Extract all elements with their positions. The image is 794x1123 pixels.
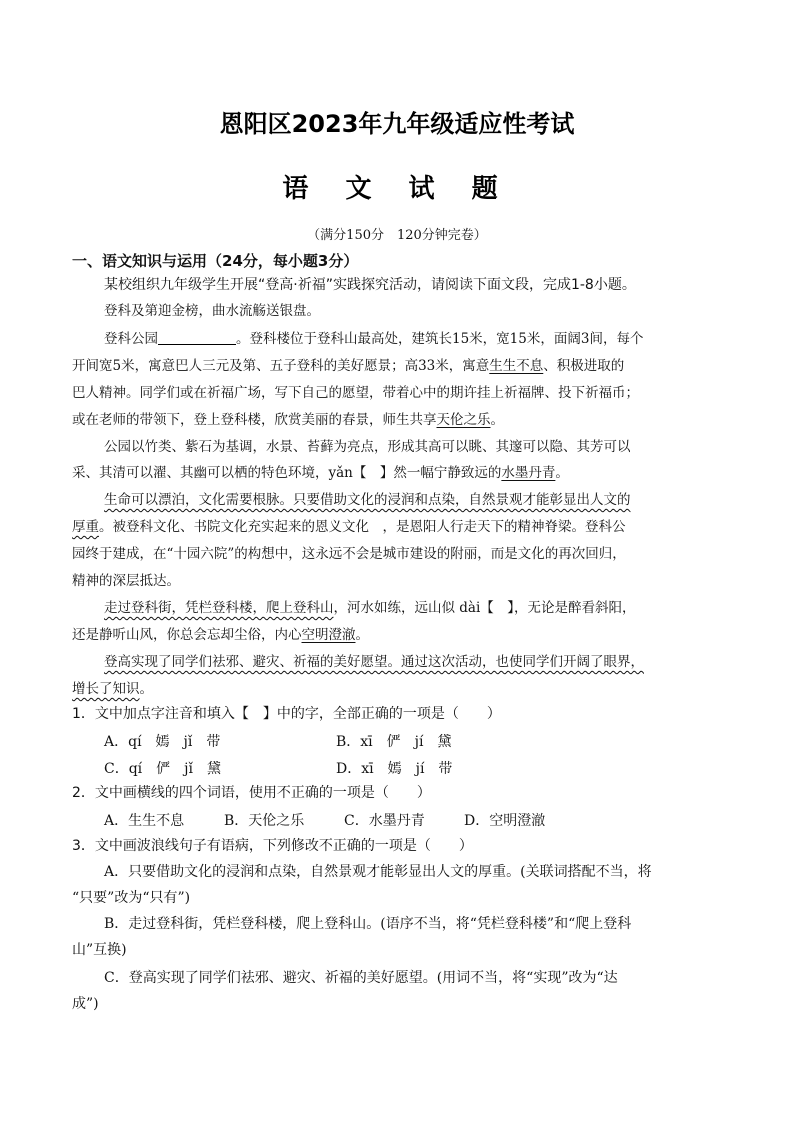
p3-line2: 厚重。被登科文化、书院文化充实起来的恩义文化 ，是恩阳人行走天下的精神脊梁。登科公 — [72, 519, 626, 535]
p4-line1: 走过登科街，凭栏登科楼，爬上登科山，河水如练，远山似 dài【 】，无论是醉看斜阳， — [104, 600, 636, 616]
p3-line3: 园终于建成，在“十园六院”的构想中，这永远不会是城市建设的附丽，而是文化的再次回归， — [72, 546, 626, 562]
p1-line3: 巴人精神。同学们或在祈福广场，写下自己的愿望，带着心中的期许挂上祈福牌、投下祈福币； — [72, 385, 639, 401]
p5-line2: 增长了知识。 — [72, 681, 153, 697]
sentence-wavy: 厚重 — [72, 519, 99, 535]
sentence-wavy: 增长了知识 — [72, 681, 140, 697]
q3-option-a-cont: “只要”改为“只有”) — [72, 890, 191, 906]
p3-line1 — [104, 490, 631, 510]
q2-option-d: D．空明澄澈 — [464, 813, 546, 829]
p2-line1: 公园以竹类、紫石为基调，水景、苔藓为亮点，形成其高可以眺、其邃可以隐、其芳可以 — [104, 439, 631, 455]
q1-option-c: C．qí 俨 jǐ 黛 — [104, 761, 221, 777]
word-underlined: 天伦之乐 — [436, 412, 491, 428]
exam-note: （满分150分 120分钟完卷） — [307, 228, 487, 243]
question-2-stem: 2．文中画横线的四个词语，使用不正确的一项是（ ） — [72, 785, 431, 801]
word-underlined: 生生不息 — [489, 358, 544, 374]
q1-option-a: A．qí 嫣 jǐ 带 — [104, 734, 221, 750]
fill-blank — [158, 330, 236, 345]
p5-line1 — [104, 652, 644, 672]
q3-option-c: C．登高实现了同学们祛邪、避灾、祈福的美好愿望。(用词不当，将“实现”改为“达 — [104, 970, 618, 986]
q3-option-b: B．走过登科街，凭栏登科楼，爬上登科山。(语序不当，将“凭栏登科楼”和“爬上登科 — [104, 916, 632, 932]
p4-line2: 还是静听山风，你总会忘却尘俗，内心空明澄澈。 — [72, 627, 369, 643]
p1-line1: 登科公园 。登科楼位于登科山最高处，建筑长15米，宽15米，面阔3间，每个 — [104, 331, 644, 347]
q2-option-c: C．水墨丹青 — [344, 813, 425, 829]
question-3-stem: 3．文中画波浪线句子有语病，下列修改不正确的一项是（ ） — [72, 838, 473, 854]
q2-option-a: A．生生不息 — [104, 813, 185, 829]
p3-line4: 精神的深层抵达。 — [72, 573, 180, 589]
q1-option-b: B．xī 俨 jí 黛 — [336, 734, 452, 750]
q3-option-b-cont: 山”互换) — [72, 942, 127, 958]
exam-title: 恩阳区2023年九年级适应性考试 — [219, 110, 575, 138]
intro-text: 某校组织九年级学生开展“登高·祈福”实践探究活动，请阅读下面文段，完成1-8小题。 — [104, 277, 636, 293]
p2-line2: 采、其清可以濯、其幽可以栖的特色环境，yǎn【 】然一幅宁静致远的水墨丹青。 — [72, 465, 569, 481]
passage-subtitle: 登科及第迎金榜，曲水流觞送银盘。 — [104, 303, 320, 319]
subject-title: 语 文 试 题 — [282, 174, 512, 204]
sentence-wavy: 生命可以漂泊，文化需要根脉。只要借助文化的浸润和点染，自然景观才能彰显出人文的 — [104, 492, 631, 508]
q3-option-c-cont: 成”) — [72, 996, 99, 1012]
p1-line2: 开间宽5米，寓意巴人三元及第、五子登科的美好愿景；高33米，寓意生生不息、积极进取的 — [72, 358, 625, 374]
word-underlined: 空明澄澈 — [301, 627, 356, 643]
word-underlined: 水墨丹青 — [501, 465, 556, 481]
q3-option-a: A．只要借助文化的浸润和点染，自然景观才能彰显出人文的厚重。(关联词搭配不当，将 — [104, 864, 652, 880]
question-1-stem: 1．文中加点字注音和填入【 】中的字，全部正确的一项是（ ） — [72, 706, 501, 722]
sentence-wavy: 走过登科街，凭栏登科楼，爬上登科山 — [104, 600, 334, 616]
q1-option-d: D．xī 嫣 jí 带 — [336, 761, 453, 777]
p1-line4: 或在老师的带领下，登上登科楼，欣赏美丽的春景，师生共享天伦之乐。 — [72, 412, 504, 428]
section-heading: 一、语文知识与运用（24分，每小题3分） — [72, 252, 359, 270]
sentence-wavy: 登高实现了同学们祛邪、避灾、祈福的美好愿望。通过这次活动，也使同学们开阔了眼界， — [104, 654, 644, 670]
q2-option-b: B．天伦之乐 — [224, 813, 305, 829]
